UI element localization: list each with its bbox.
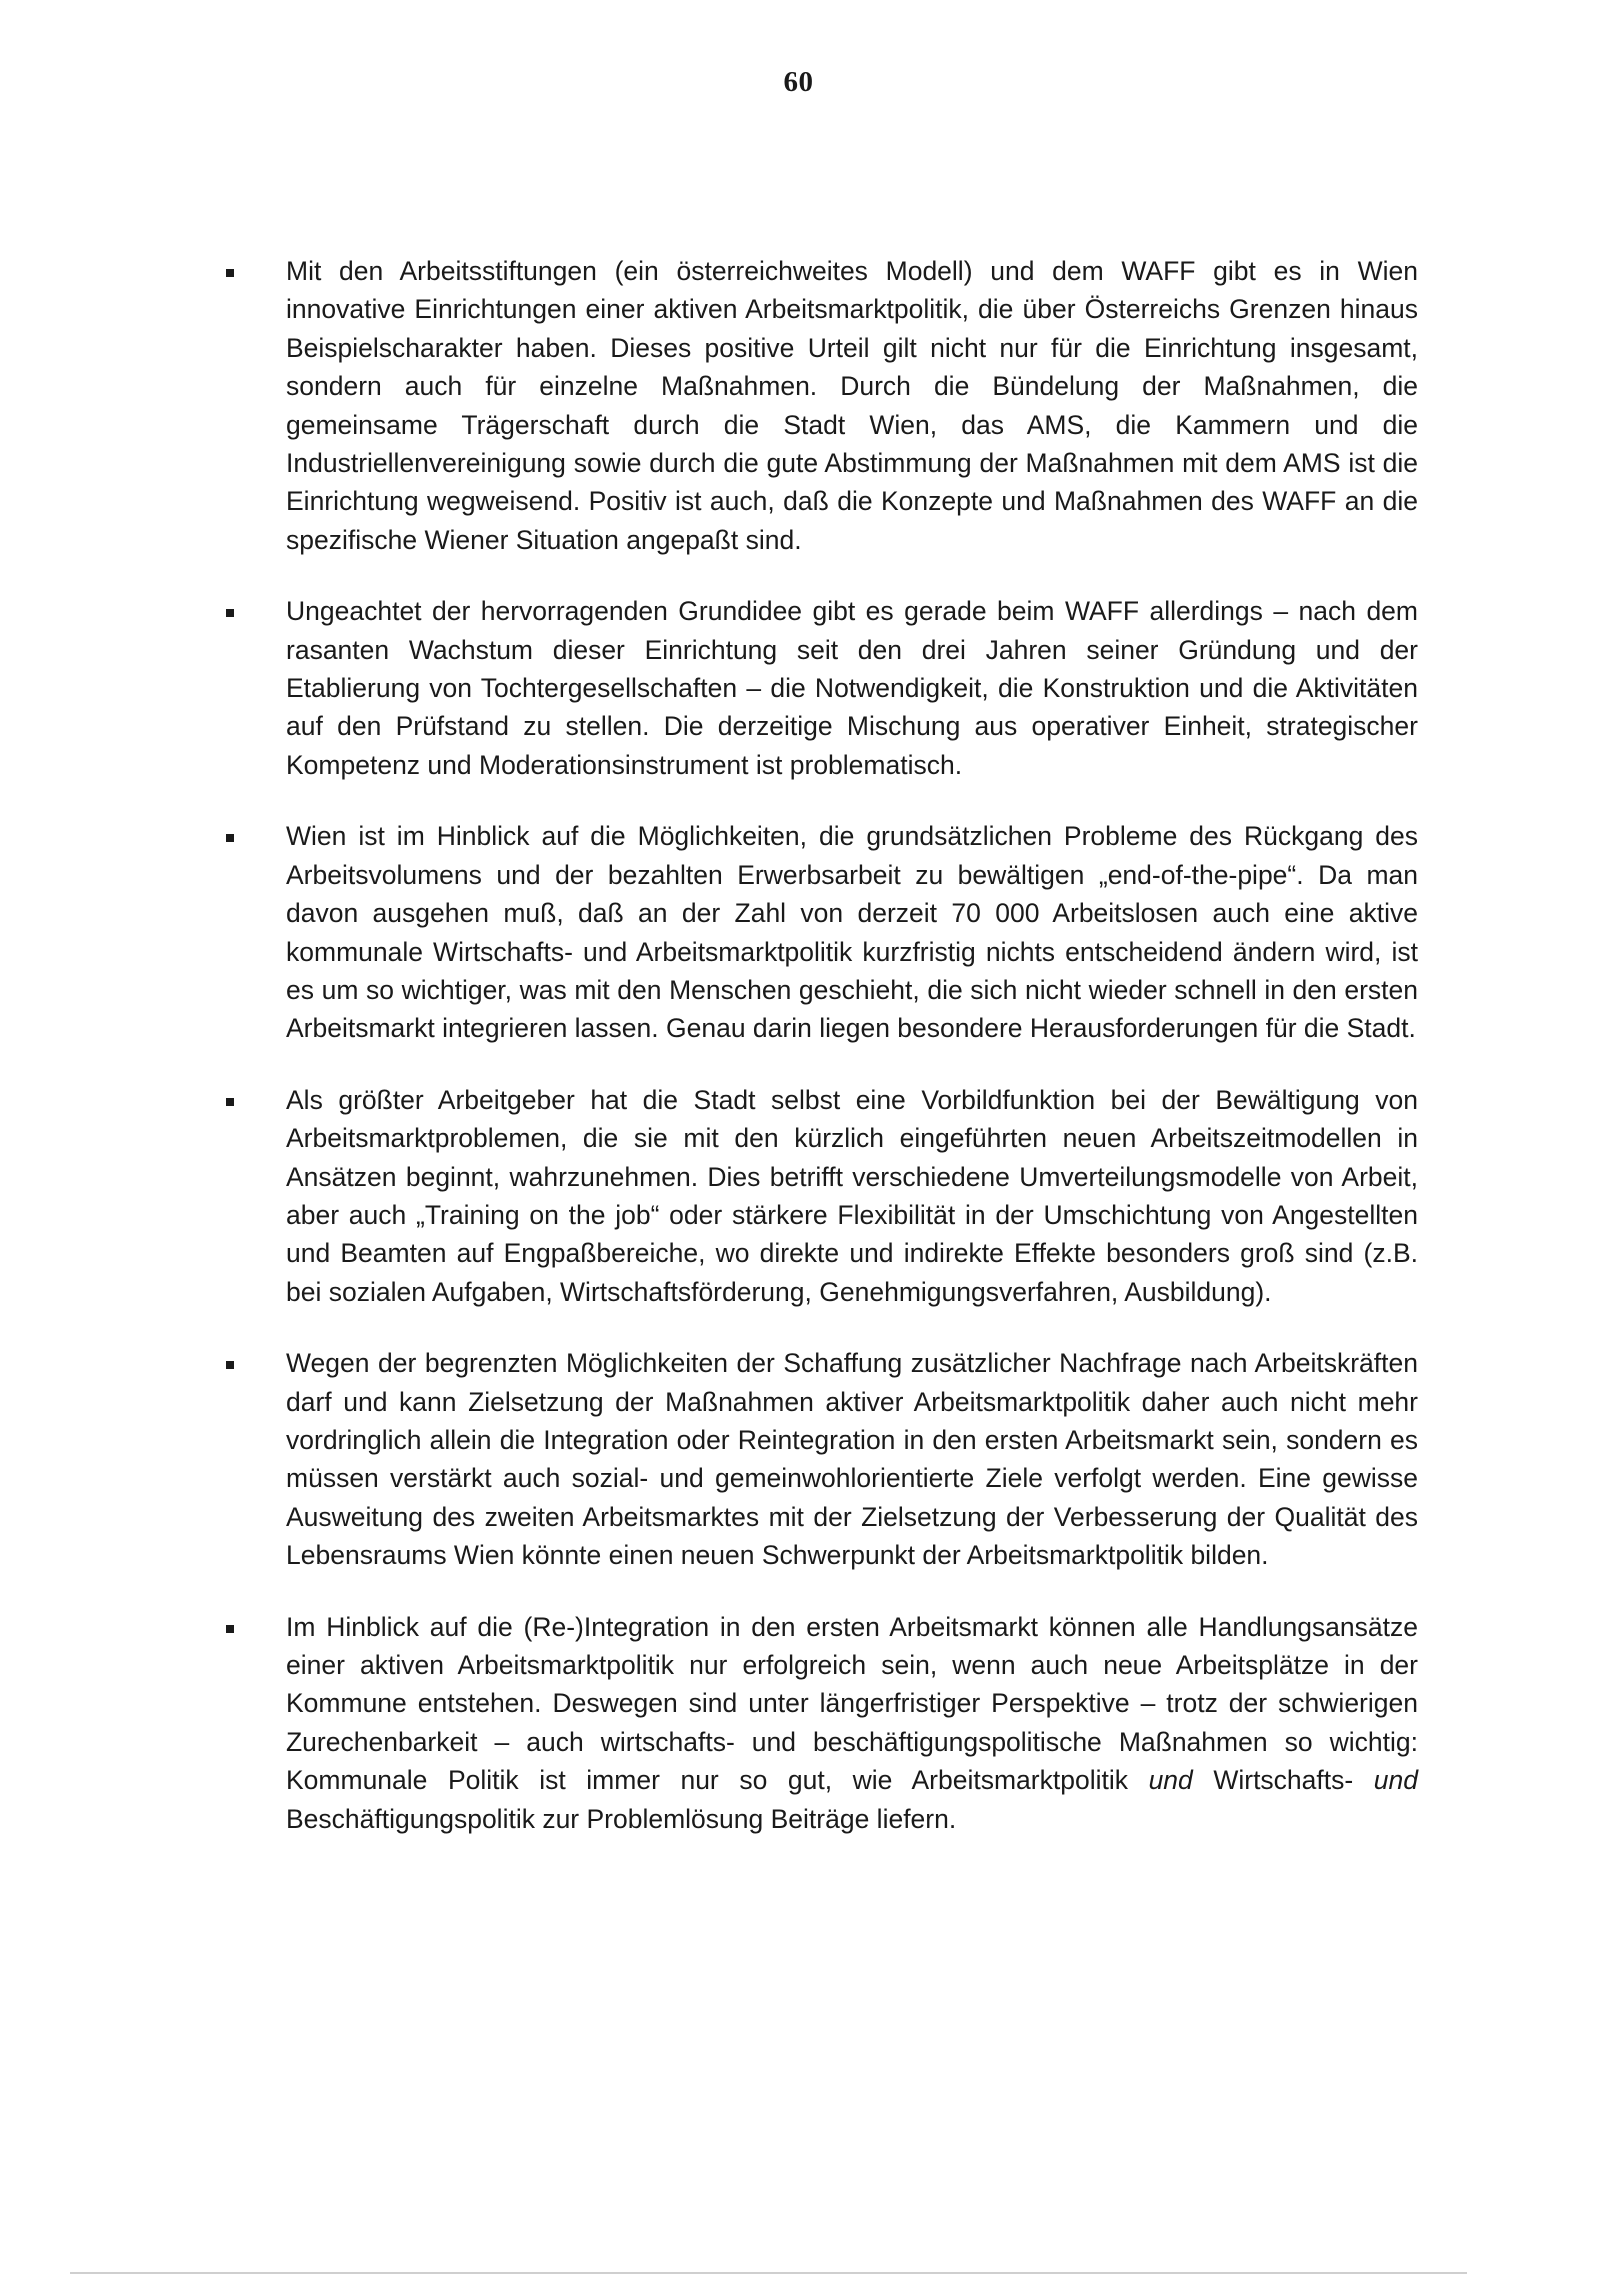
emphasis-und: und (1148, 1765, 1193, 1796)
bullet-text: Ungeachtet der hervorragenden Grundidee gibt es gerade beim WAFF allerdings – nach dem rasanten Wachstum dieser Einrichtung seit den drei Jahren seiner Gründung und der Etablierung von Tochtergesellschaften – die Notwendigkeit, die Konstruktion und die Aktivitäten auf den Prüfstand zu stellen. Die derzeitige Mischung aus operativer Einheit, strategischer Kompetenz und Moderationsinstrument ist problematisch. (286, 596, 1418, 780)
emphasis-und: und (1373, 1765, 1418, 1796)
text-segment: Wirtschafts- (1192, 1765, 1374, 1796)
list-item (210, 592, 1418, 784)
square-bullet-icon (226, 1361, 234, 1369)
bullet-text: Wegen der begrenzten Möglichkeiten der Schaffung zusätzlicher Nachfrage nach Arbeitskräften darf und kann Zielsetzung der Maßnahmen aktiver Arbeitsmarktpolitik daher auch nicht mehr vordringlich allein die Integration oder Reintegration in den ersten Arbeitsmarkt sein, sondern es müssen verstärkt auch sozial- und gemeinwohlorientierte Ziele verfolgt werden. Eine gewisse Ausweitung des zweiten Arbeitsmarktes mit der Zielsetzung der Verbesserung der Qualität des Lebensraums Wien könnte einen neuen Schwerpunkt der Arbeitsmarktpolitik bilden. (286, 1348, 1418, 1571)
bullet-text: Mit den Arbeitsstiftungen (ein österreichweites Modell) und dem WAFF gibt es in Wien innovative Einrichtungen einer aktiven Arbeitsmarktpolitik, die über Österreichs Grenzen hinaus Beispielscharakter haben. Dieses positive Urteil gilt nicht nur für die Einrichtung insgesamt, sondern auch für einzelne Maßnahmen. Durch die Bündelung der Maßnahmen, die gemeinsame Trägerschaft durch die Stadt Wien, das AMS, die Kammern und die Industriellenvereinigung sowie durch die gute Abstimmung der Maßnahmen mit dem AMS ist die Einrichtung wegweisend. Positiv ist auch, daß die Konzepte und Maßnahmen des WAFF an die spezifische Wiener Situation angepaßt sind. (286, 256, 1418, 555)
square-bullet-icon (226, 1098, 234, 1106)
list-item (210, 1608, 1418, 1838)
square-bullet-icon (226, 269, 234, 277)
page-number: 60 (783, 66, 814, 98)
list-item (210, 1344, 1418, 1574)
square-bullet-icon (226, 609, 234, 617)
text-segment: Beschäftigungspolitik zur Problemlösung Beiträge liefern. (286, 1803, 957, 1834)
list-item (210, 817, 1418, 1047)
bullet-text: Wien ist im Hinblick auf die Möglichkeiten, die grundsätzlichen Probleme des Rückgang des Arbeitsvolumens und der bezahlten Erwerbsarbeit zu bewältigen „end-of-the-pipe“. Da man davon ausgehen muß, daß an der Zahl von derzeit 70 000 Arbeitslosen auch eine aktive kommunale Wirtschafts- und Arbeitsmarktpolitik kurzfristig nichts entscheidend ändern wird, ist es um so wichtiger, was mit den Menschen geschieht, die sich nicht wieder schnell in den ersten Arbeitsmarkt integrieren lassen. Genau darin liegen besondere Herausforderungen für die Stadt. (286, 821, 1418, 1044)
square-bullet-icon (226, 1625, 234, 1633)
scan-edge-rule (70, 2272, 1467, 2274)
list-item (210, 252, 1418, 559)
bullet-text: Als größter Arbeitgeber hat die Stadt selbst eine Vorbildfunktion bei der Bewältigung von Arbeitsmarktproblemen, die sie mit den kürzlich eingeführten neuen Arbeitszeitmodellen in Ansätzen beginnt, wahrzunehmen. Dies betrifft verschiedene Umverteilungsmodelle von Arbeit, aber auch „Training on the job“ oder stärkere Flexibilität in der Umschichtung von Angestellten und Beamten auf Engpaßbereiche, wo direkte und indirekte Effekte besonders groß sind (z.B. bei sozialen Aufgaben, Wirtschaftsförderung, Genehmigungsverfahren, Ausbildung). (286, 1084, 1418, 1307)
bullet-list (210, 252, 1418, 1871)
text-segment: Im Hinblick auf die (Re-)Integration in den ersten Arbeitsmarkt können alle Handlungsansätze einer aktiven Arbeitsmarktpolitik nur erfolgreich sein, wenn auch neue Arbeitsplätze in der Kommune entstehen. Deswegen sind unter längerfristiger Perspektive – trotz der schwierigen Zurechenbarkeit – auch wirtschafts- und beschäftigungspolitische Maßnahmen so wichtig: Kommunale Politik ist immer nur so gut, wie Arbeitsmarktpolitik (286, 1611, 1418, 1796)
list-item (210, 1081, 1418, 1311)
bullet-text (286, 1612, 1418, 1834)
square-bullet-icon (226, 834, 234, 842)
